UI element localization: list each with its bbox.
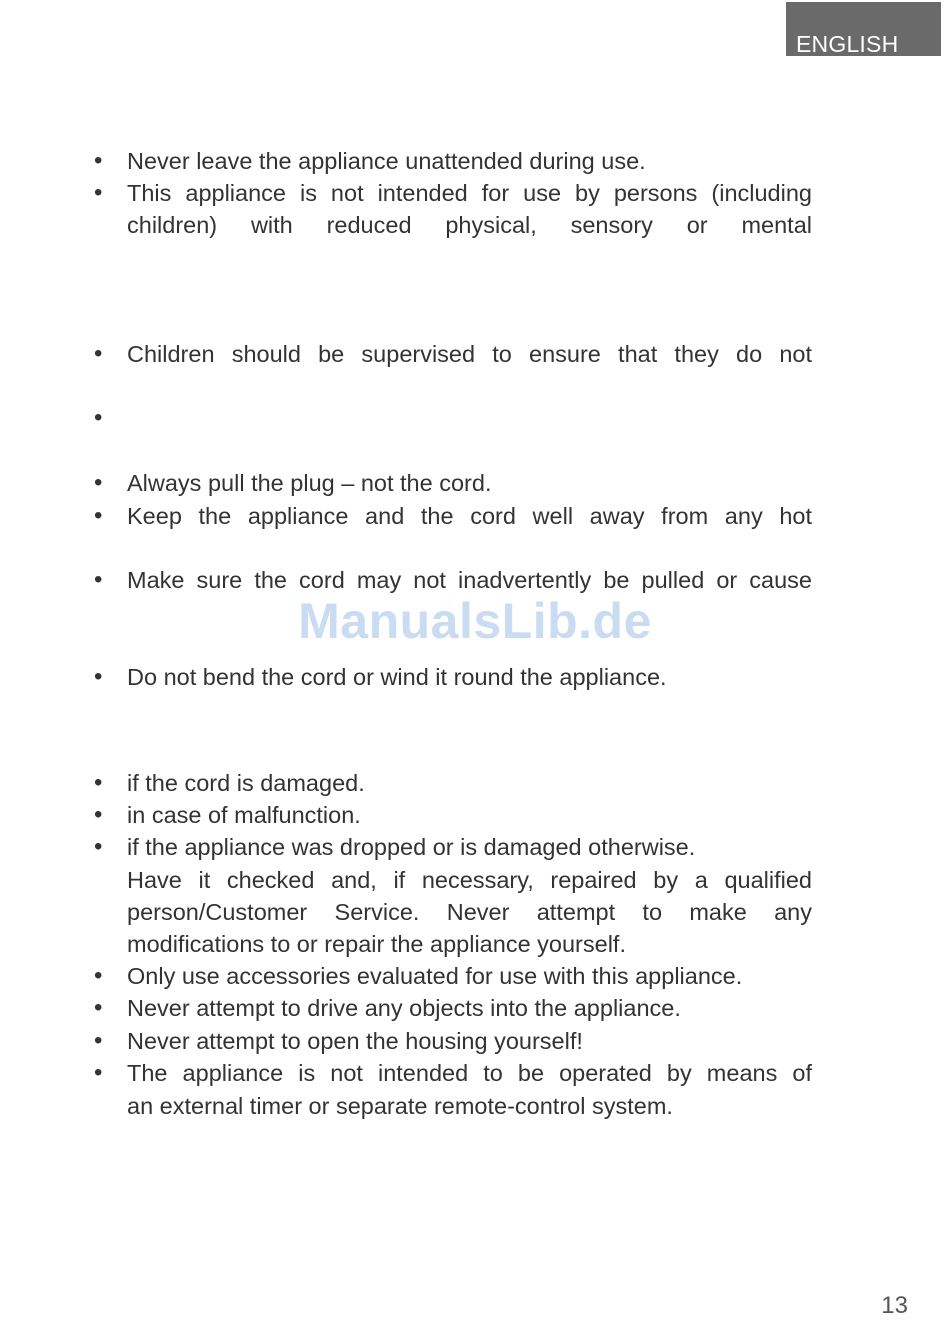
bullet-icon: • (94, 566, 103, 593)
list-item-line: The appliance is not intended to be operated by means of (127, 1060, 812, 1086)
list-item: if the cord is damaged. (127, 770, 365, 796)
list-item: in case of malfunction. (127, 802, 361, 828)
list-item-line: children) with reduced physical, sensory or mental (127, 212, 812, 238)
list-item: Do not bend the cord or wind it round the appliance. (127, 664, 667, 690)
language-label: ENGLISH (796, 31, 899, 57)
list-item: Never attempt to open the housing yourself! (127, 1028, 583, 1054)
list-item: Make sure the cord may not inadvertently be pulled or cause (127, 567, 812, 593)
bullet-icon: • (94, 404, 103, 431)
bullet-icon: • (94, 994, 103, 1021)
list-item-line: person/Customer Service. Never attempt to make any (127, 899, 812, 925)
bullet-icon: • (94, 663, 103, 690)
bullet-icon: • (94, 833, 103, 860)
list-item-line: Have it checked and, if necessary, repaired by a qualified (127, 867, 812, 893)
list-item-line: This appliance is not intended for use by persons (including (127, 180, 812, 206)
bullet-icon: • (94, 962, 103, 989)
list-item: Keep the appliance and the cord well away from any hot (127, 503, 812, 529)
bullet-icon: • (94, 1027, 103, 1054)
watermark: ManualsLib.de (298, 593, 652, 649)
list-item: Never attempt to drive any objects into the appliance. (127, 995, 681, 1021)
bullet-icon: • (94, 502, 103, 529)
list-item-line: modifications to or repair the appliance yourself. (127, 931, 626, 957)
list-item: Always pull the plug – not the cord. (127, 470, 492, 496)
list-item: Never leave the appliance unattended during use. (127, 148, 646, 174)
bullet-icon: • (94, 179, 103, 206)
page-number: 13 (881, 1292, 908, 1319)
list-item-line: an external timer or separate remote-control system. (127, 1093, 673, 1119)
bullet-icon: • (94, 340, 103, 367)
list-item: Only use accessories evaluated for use with this appliance. (127, 963, 743, 989)
list-item: Children should be supervised to ensure that they do not (127, 341, 812, 367)
bullet-icon: • (94, 769, 103, 796)
list-item-line: if the appliance was dropped or is damaged otherwise. (127, 834, 696, 860)
language-tab (786, 2, 941, 56)
bullet-icon: • (94, 1059, 103, 1086)
bullet-icon: • (94, 147, 103, 174)
bullet-icon: • (94, 469, 103, 496)
bullet-icon: • (94, 801, 103, 828)
